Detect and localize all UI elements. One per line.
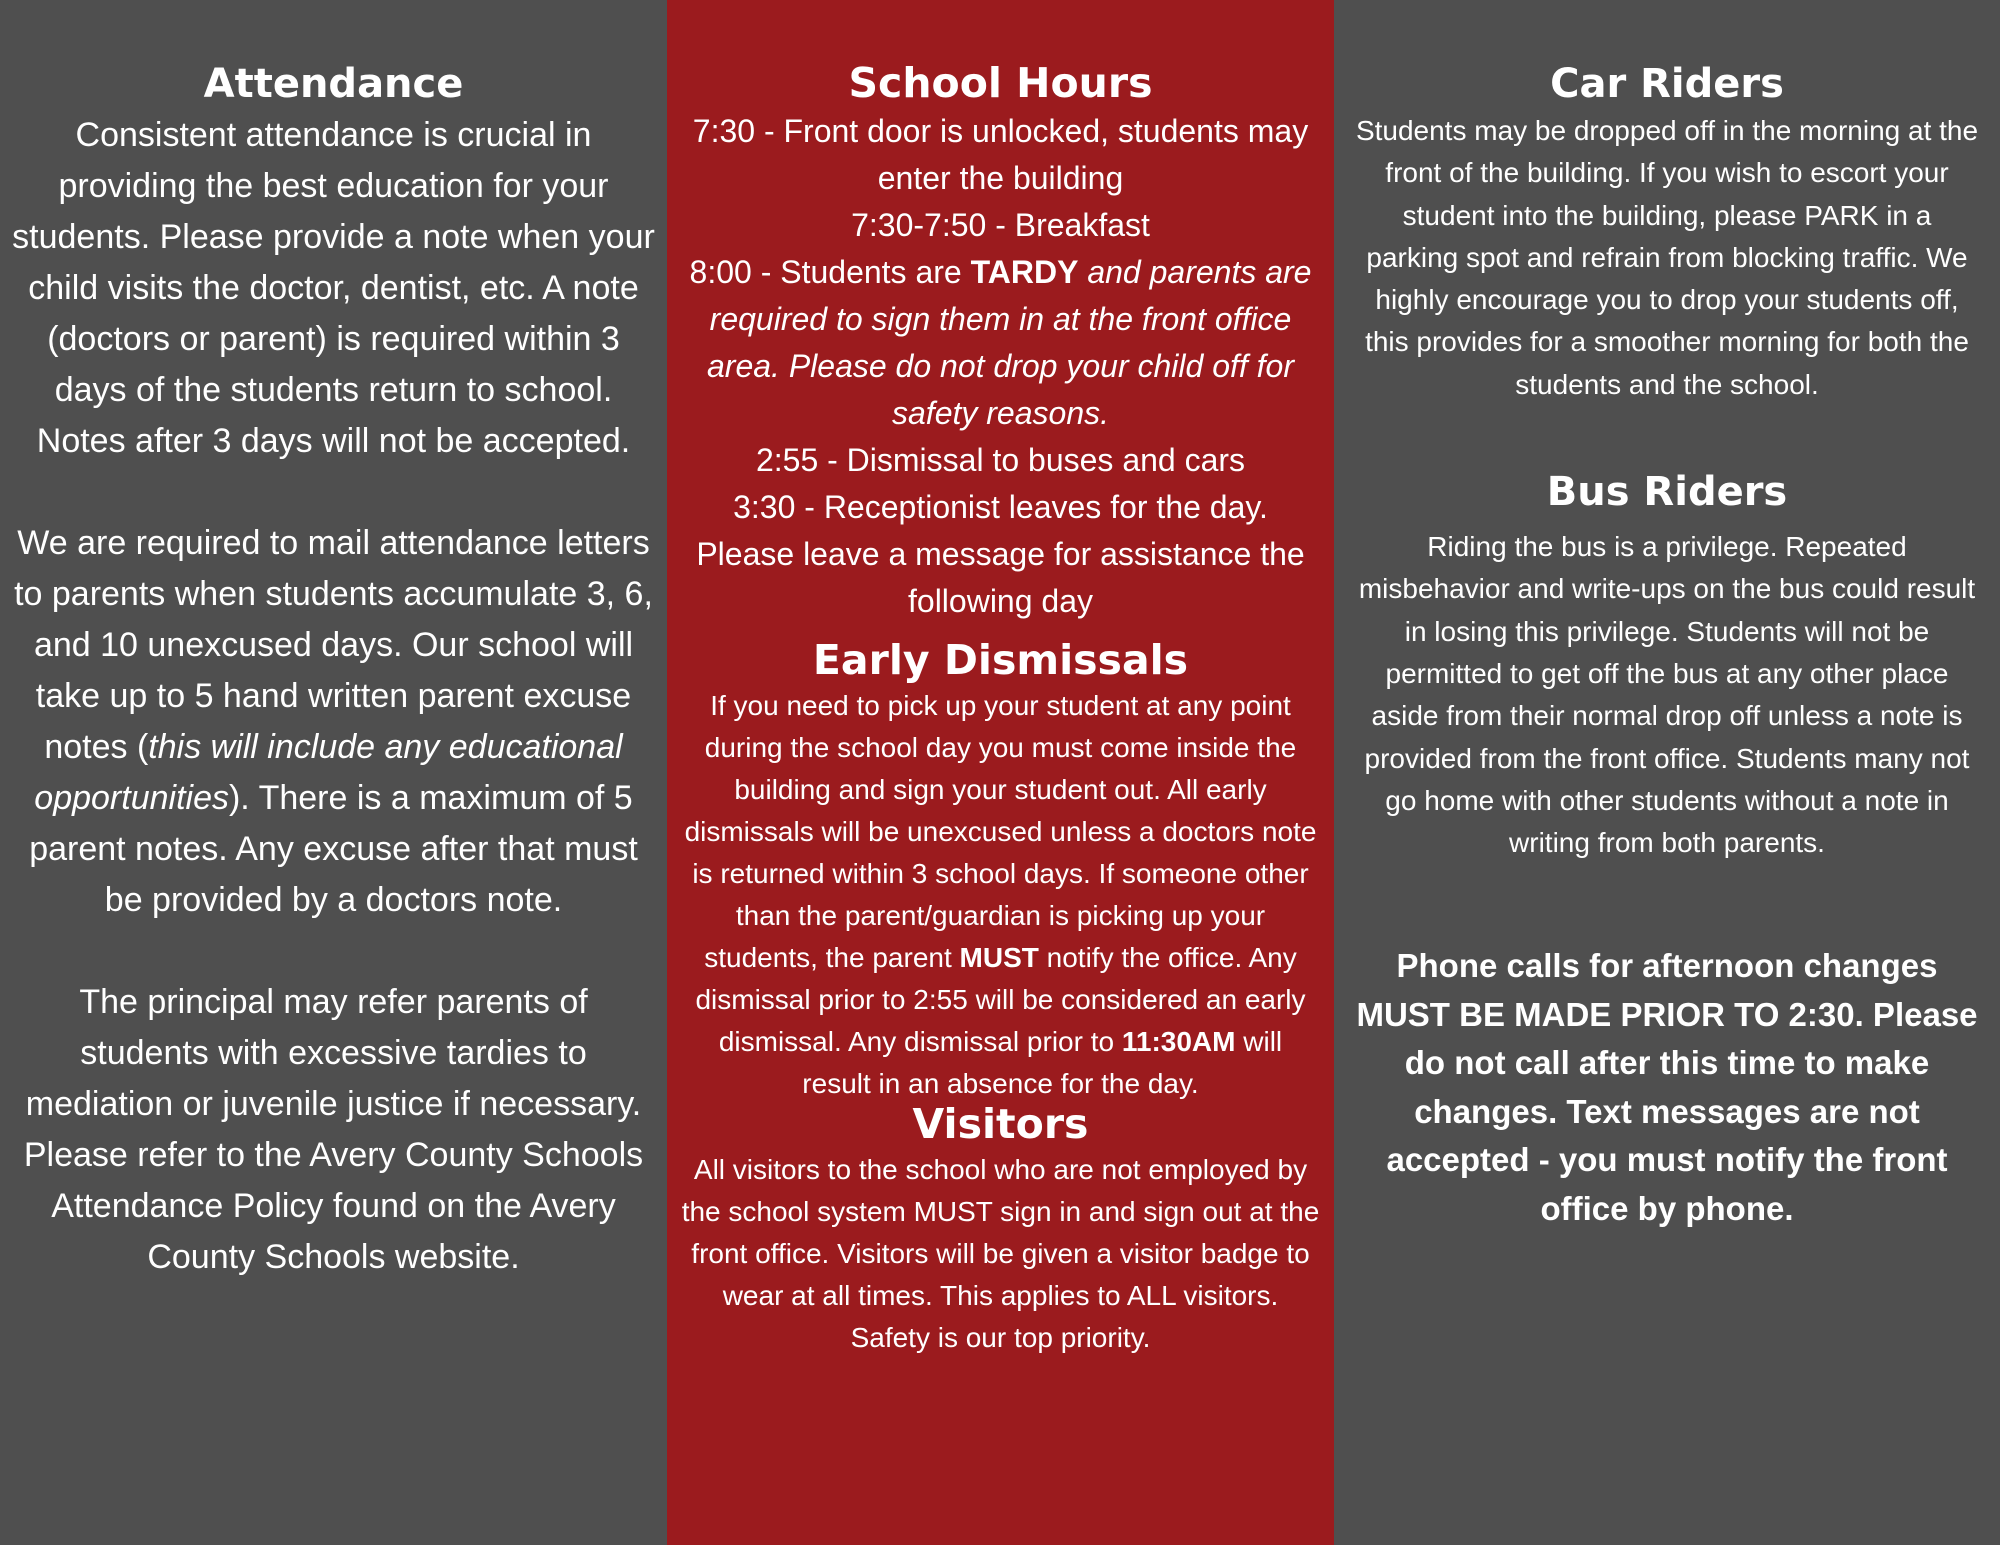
hours-tardy-bold: TARDY: [970, 254, 1079, 290]
early-bold-must: MUST: [959, 942, 1039, 973]
hours-line-dismissal: 2:55 - Dismissal to buses and cars: [755, 442, 1246, 478]
attendance-p2-text: We are required to mail attendance letters to parents when students accumulate 3, 6, and 10 unexcused days. Our school will take up to 5 hand written parent excuse notes (: [14, 524, 653, 766]
early-text-1: If you need to pick up your student at any point during the school day you must come inside the building and sign your student out. All early dismissals will be unexcused unless a doctors note is returned within 3 school days. If someone other than the parent/guardian is picking up your students, the parent: [684, 690, 1317, 973]
hours-line-unlock: 7:30 - Front door is unlocked, students may enter the building: [692, 113, 1309, 196]
attendance-panel: [0, 0, 667, 1545]
bus-riders-text: Riding the bus is a privilege. Repeated misbehavior and write-ups on the bus could result in losing this privilege. Students will not be permitted to get off the bus at any other place aside from their normal drop off unless a note is provided from the front office. Students many not go home with other students without a note in writing from both parents.: [1358, 531, 1976, 859]
hours-line-receptionist: 3:30 - Receptionist leaves for the day. Please leave a message for assistance the following day: [696, 489, 1305, 619]
early-text-2: notify the office. Any dismissal prior to 2:55 will be considered an early dismissal. Any dismissal prior to: [695, 942, 1306, 1057]
hours-line-tardy: [681, 249, 1320, 437]
early-bold-time: 11:30AM: [1121, 1026, 1236, 1057]
car-riders-title: Car Riders: [1550, 61, 1784, 107]
hours-tardy-prefix: 8:00 - Students are: [689, 254, 971, 290]
phone-calls-notice: Phone calls for afternoon changes MUST BE MADE PRIOR TO 2:30. Please do not call after this time to make changes. Text messages are not accepted - you must notify the front office by phone.: [1356, 947, 1978, 1227]
school-hours-list: [681, 108, 1320, 625]
school-hours-title: School Hours: [848, 59, 1153, 107]
attendance-paragraph-3: The principal may refer parents of students with excessive tardies to mediation or juvenile justice if necessary. Please refer to the Avery County Schools Attendance Policy found on the Avery County Schools website.: [23, 983, 644, 1276]
attendance-title: Attendance: [203, 61, 464, 107]
visitors-text: All visitors to the school who are not employed by the school system MUST sign in and sign out at the front office. Visitors will be given a visitor badge to wear at all times. This applies to ALL visitors. Safety is our top priority.: [681, 1154, 1320, 1353]
school-hours-panel: [667, 0, 1334, 1545]
car-riders-text: Students may be dropped off in the morning at the front of the building. If you wish to escort your student into the building, please PARK in a parking spot and refrain from blocking traffic. We highly encourage you to drop your students off, this provides for a smoother morning for both the students and the school.: [1355, 115, 1979, 400]
visitors-title: Visitors: [912, 1100, 1089, 1148]
early-dismissals-text: [681, 685, 1320, 1105]
hours-line-breakfast: 7:30-7:50 - Breakfast: [851, 207, 1150, 243]
riders-panel: [1334, 0, 2000, 1545]
early-text-3: will result in an absence for the day.: [802, 1026, 1283, 1099]
attendance-p2-text-end: ). There is a maximum of 5 parent notes. Any excuse after that must be provided by a doctors note.: [29, 779, 638, 919]
attendance-paragraph-1: Consistent attendance is crucial in providing the best education for your students. Please provide a note when your child visits the doctor, dentist, etc. A note (doctors or parent) is required within 3 days of the students return to school. Notes after 3 days will not be accepted.: [12, 116, 655, 460]
hours-tardy-italic: and parents are required to sign them in at the front office area. Please do not drop your child off for safety reasons.: [706, 254, 1312, 431]
attendance-p2-italic: this will include any educational opportunities: [34, 728, 623, 817]
attendance-paragraph-2: [12, 518, 655, 926]
early-dismissals-title: Early Dismissals: [812, 636, 1189, 684]
bus-riders-title: Bus Riders: [1546, 469, 1788, 516]
